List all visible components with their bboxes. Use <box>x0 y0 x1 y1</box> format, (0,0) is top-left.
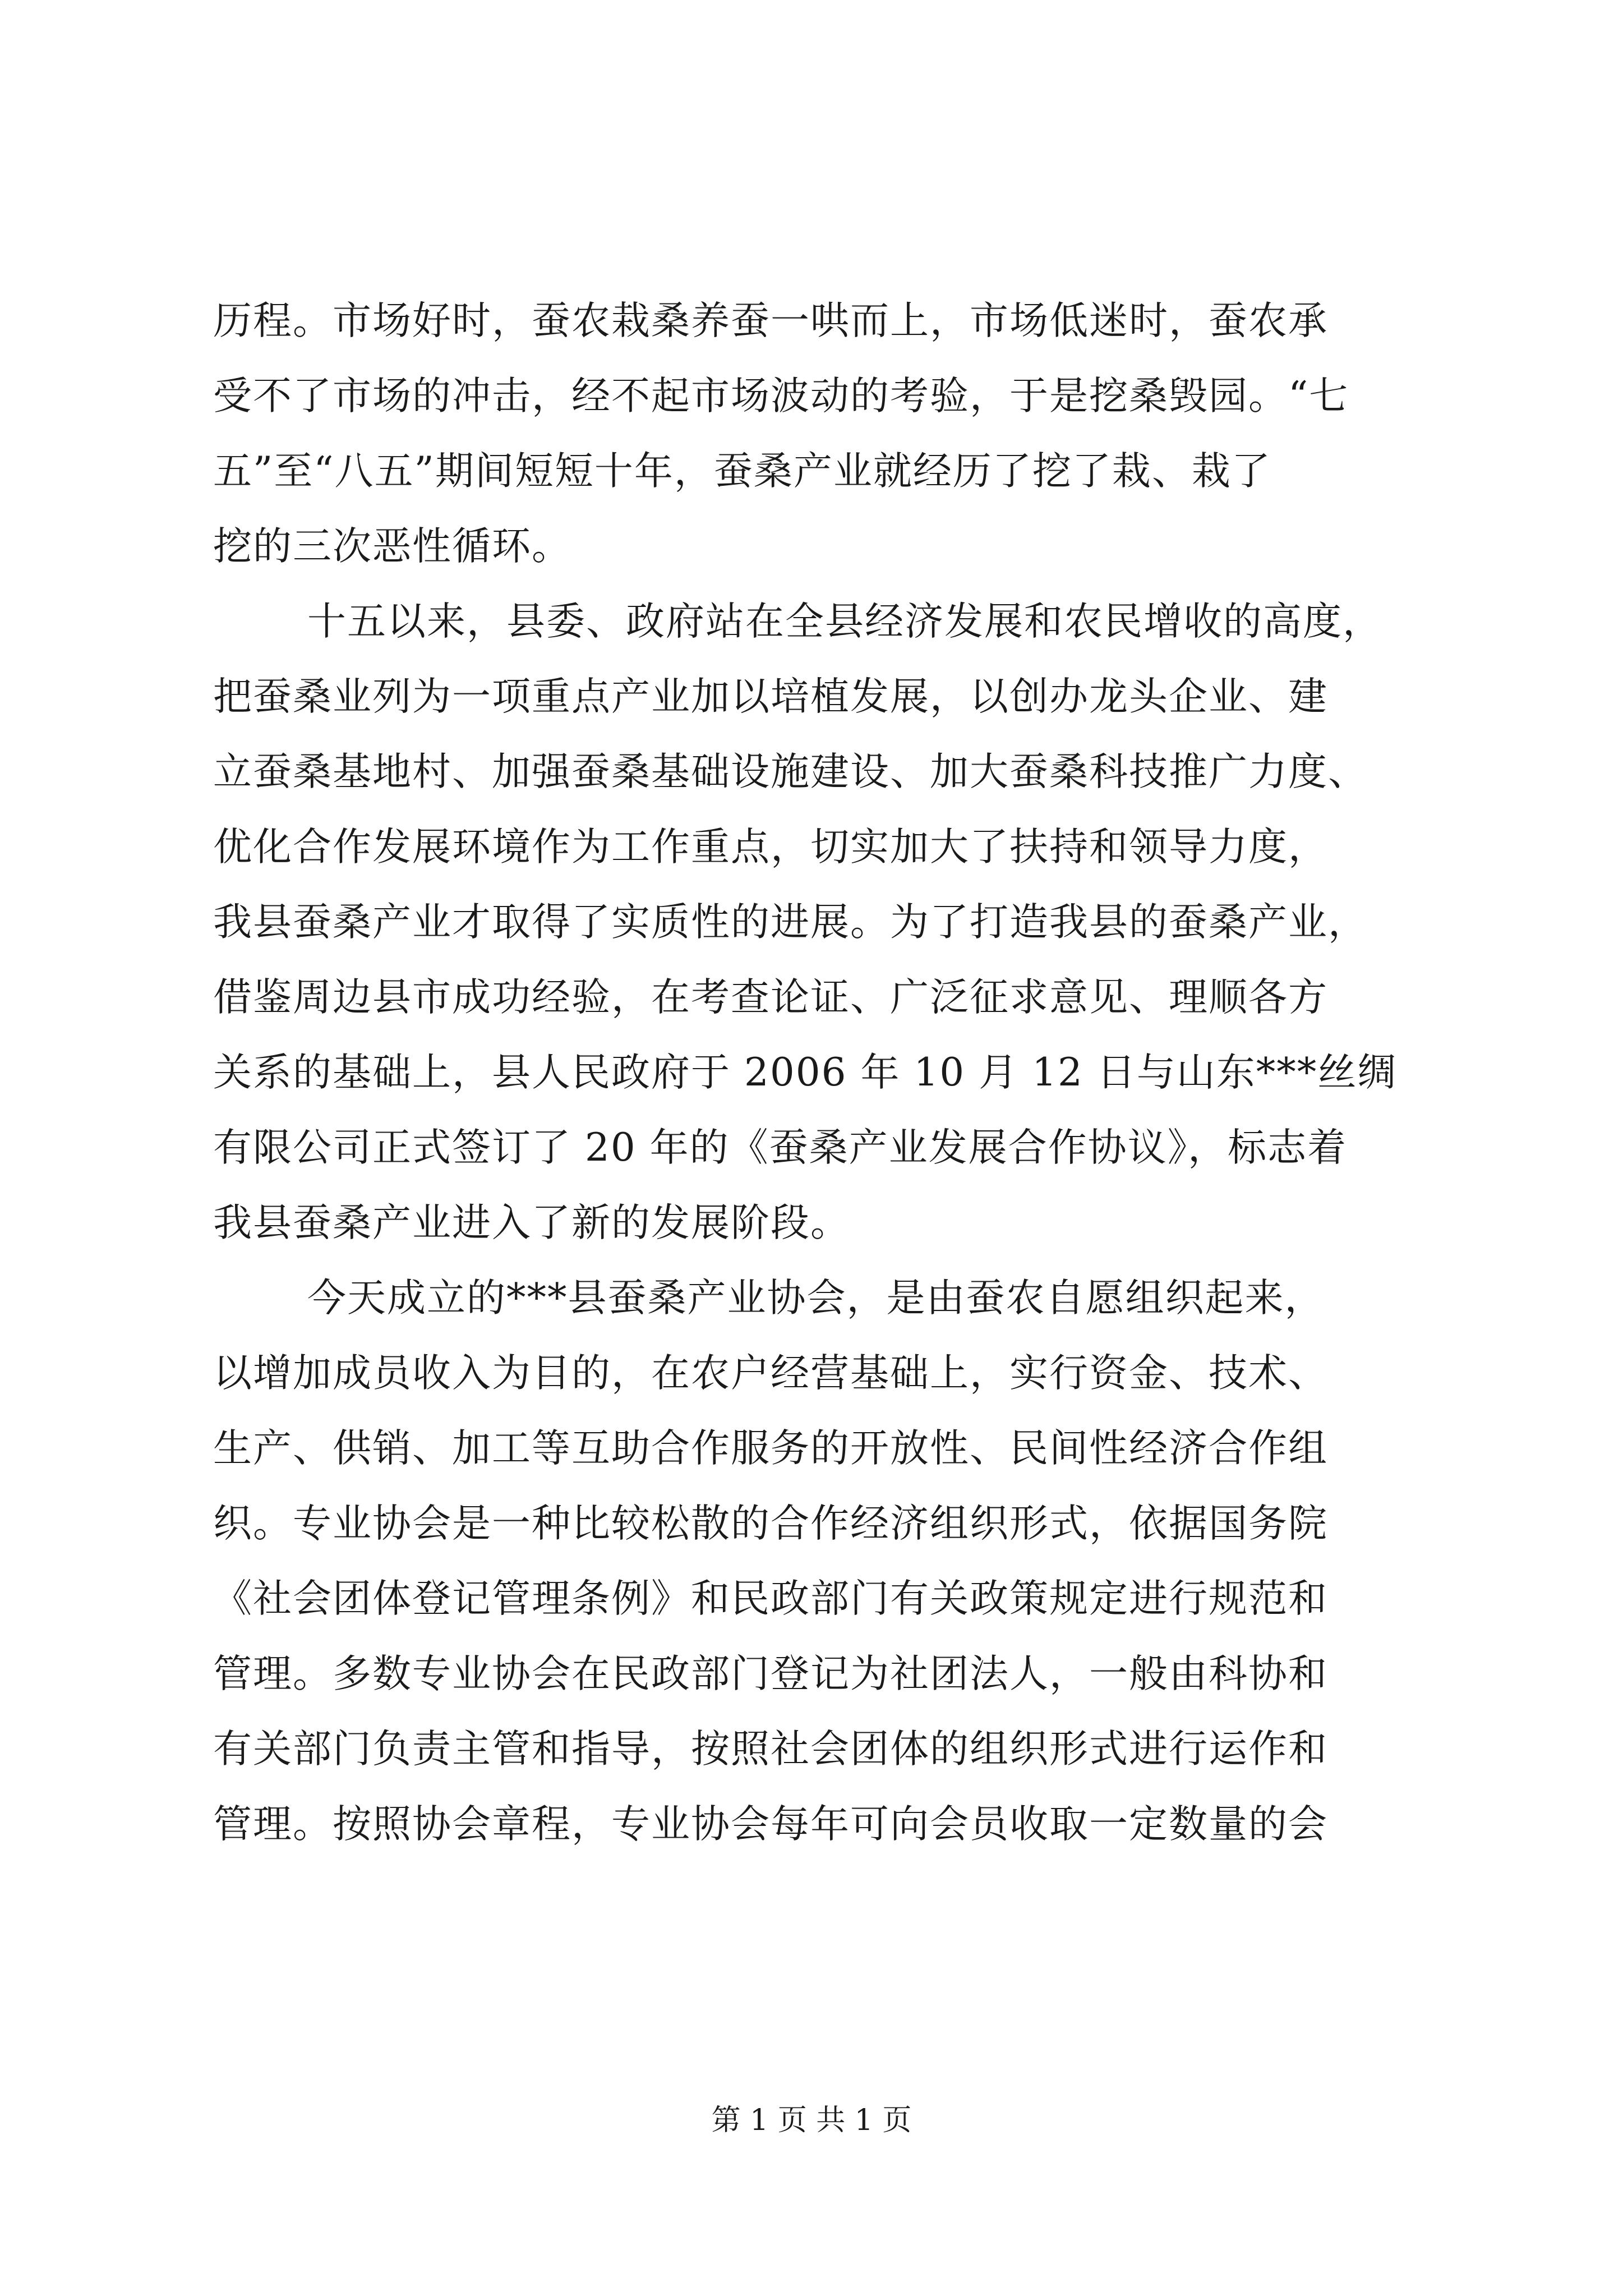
paragraph-2 <box>213 584 1447 1260</box>
text-line: 有关部门负责主管和指导，按照社会团体的组织形式进行运作和 <box>213 1727 1328 1772</box>
paragraph-3 <box>213 1260 1447 1862</box>
text-line: 受不了市场的冲击，经不起市场波动的考验，于是挖桑毁园。“七 <box>213 374 1349 418</box>
text-line: 五”至“八五”期间短短十年，蚕桑产业就经历了挖了栽、栽了 <box>213 449 1271 494</box>
text-line: 立蚕桑基地村、加强蚕桑基础设施建设、加大蚕桑科技推广力度、 <box>213 749 1368 794</box>
text-line: 以增加成员收入为目的，在农户经营基础上，实行资金、技术、 <box>213 1351 1328 1396</box>
text-line: 借鉴周边县市成功经验，在考查论证、广泛征求意见、理顺各方 <box>213 975 1328 1020</box>
page-footer: 第 1 页 共 1 页 <box>711 2104 912 2137</box>
text-line: 我县蚕桑产业才取得了实质性的进展。为了打造我县的蚕桑产业， <box>213 900 1368 945</box>
text-line: 管理。按照协会章程，专业协会每年可向会员收取一定数量的会 <box>213 1802 1328 1847</box>
text-line: 把蚕桑业列为一项重点产业加以培植发展，以创办龙头企业、建 <box>213 674 1328 719</box>
text-line: 有限公司正式签订了 20 年的《蚕桑产业发展合作协议》，标志着 <box>213 1125 1348 1170</box>
text-line: 我县蚕桑产业进入了新的发展阶段。 <box>213 1200 850 1245</box>
text-line: 关系的基础上，县人民政府于 2006 年 10 月 12 日与山东***丝绸 <box>213 1050 1398 1095</box>
text-line: 生产、供销、加工等互助合作服务的开放性、民间性经济合作组 <box>213 1426 1328 1471</box>
text-line: 管理。多数专业协会在民政部门登记为社团法人，一般由科协和 <box>213 1651 1328 1696</box>
text-line: 挖的三次恶性循环。 <box>213 524 571 569</box>
text-line: 《社会团体登记管理条例》和民政部门有关政策规定进行规范和 <box>213 1576 1328 1621</box>
document-body <box>213 283 1447 1862</box>
text-line: 优化合作发展环境作为工作重点，切实加大了扶持和领导力度， <box>213 825 1328 869</box>
paragraph-1 <box>213 283 1447 584</box>
text-line: 织。专业协会是一种比较松散的合作经济组织形式，依据国务院 <box>213 1501 1328 1546</box>
text-line: 今天成立的***县蚕桑产业协会，是由蚕农自愿组织起来， <box>307 1276 1325 1320</box>
text-line: 十五以来，县委、政府站在全县经济发展和农民增收的高度， <box>307 599 1382 644</box>
text-line: 历程。市场好时，蚕农栽桑养蚕一哄而上，市场低迷时，蚕农承 <box>213 298 1328 343</box>
